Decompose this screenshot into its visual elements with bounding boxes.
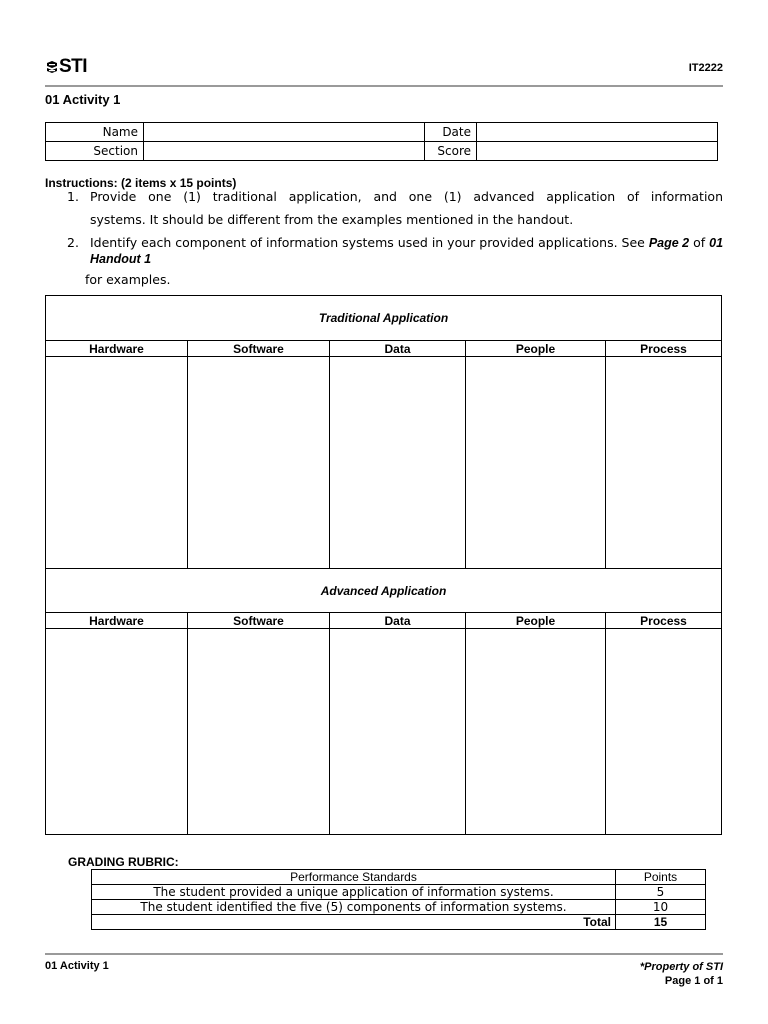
advanced-process-cell[interactable] xyxy=(606,629,722,835)
footer-right xyxy=(640,960,723,988)
table-row xyxy=(92,915,706,930)
header-rule xyxy=(45,85,723,87)
column-header: Data xyxy=(330,613,466,629)
traditional-process-cell[interactable] xyxy=(606,357,722,569)
column-header: People xyxy=(466,613,606,629)
rubric-heading: GRADING RUBRIC: xyxy=(68,855,179,869)
table-row xyxy=(46,569,722,613)
grading-rubric-table xyxy=(91,869,706,930)
advanced-people-cell[interactable] xyxy=(466,629,606,835)
traditional-data-cell[interactable] xyxy=(330,357,466,569)
footer-activity-label: 01 Activity 1 xyxy=(45,960,109,972)
column-header: Software xyxy=(188,613,330,629)
rubric-points: 10 xyxy=(616,900,706,915)
instruction-item-2-tail: for examples. xyxy=(85,272,171,287)
instruction-item-1-line-2: systems. It should be different from the examples mentioned in the handout. xyxy=(90,212,574,227)
advanced-caption: Advanced Application xyxy=(46,569,722,613)
instruction-ref-doc-2: Handout 1 xyxy=(90,252,152,266)
instruction-item-2-number: 2. xyxy=(67,235,79,250)
instruction-ref-page: Page 2 xyxy=(648,236,690,250)
table-row xyxy=(92,885,706,900)
table-row xyxy=(92,870,706,885)
section-field[interactable] xyxy=(144,142,425,161)
section-label: Section xyxy=(46,142,144,161)
table-row xyxy=(46,629,722,835)
rubric-points-header: Points xyxy=(616,870,706,885)
traditional-hardware-cell[interactable] xyxy=(46,357,188,569)
sti-logo-mark-icon xyxy=(46,60,58,74)
traditional-people-cell[interactable] xyxy=(466,357,606,569)
student-info-table xyxy=(45,122,718,161)
table-row xyxy=(46,123,718,142)
table-row xyxy=(46,296,722,341)
score-field[interactable] xyxy=(477,142,718,161)
name-field[interactable] xyxy=(144,123,425,142)
instruction-item-2-text: Identify each component of information systems used in your provided applications. See xyxy=(90,235,649,250)
rubric-total-points: 15 xyxy=(616,915,706,930)
instruction-ref-of: of xyxy=(689,235,710,250)
score-label: Score xyxy=(425,142,477,161)
table-row xyxy=(46,357,722,569)
advanced-software-cell[interactable] xyxy=(188,629,330,835)
instruction-ref-doc-1: 01 xyxy=(709,236,724,250)
column-header: Process xyxy=(606,341,722,357)
footer-property: *Property of STI xyxy=(639,961,723,973)
column-header: Hardware xyxy=(46,613,188,629)
table-row xyxy=(46,613,722,629)
traditional-application-table xyxy=(45,295,722,835)
footer-rule xyxy=(45,953,723,955)
traditional-caption: Traditional Application xyxy=(46,296,722,341)
advanced-hardware-cell[interactable] xyxy=(46,629,188,835)
instructions-heading: Instructions: (2 items x 15 points) xyxy=(45,176,237,190)
column-header: Process xyxy=(606,613,722,629)
traditional-software-cell[interactable] xyxy=(188,357,330,569)
date-field[interactable] xyxy=(477,123,718,142)
instruction-item-1-line-1: Provide one (1) traditional application, and one (1) advanced application of information xyxy=(90,189,723,204)
sti-logo xyxy=(46,56,87,78)
date-label: Date xyxy=(425,123,477,142)
advanced-data-cell[interactable] xyxy=(330,629,466,835)
rubric-standards-header: Performance Standards xyxy=(92,870,616,885)
rubric-standard: The student identified the five (5) components of information systems. xyxy=(92,900,616,915)
table-row xyxy=(92,900,706,915)
column-header: Software xyxy=(188,341,330,357)
rubric-total-label: Total xyxy=(92,915,616,930)
instruction-item-1-number: 1. xyxy=(67,189,79,204)
course-code: IT2222 xyxy=(688,62,723,74)
column-header: Data xyxy=(330,341,466,357)
table-row xyxy=(46,341,722,357)
table-row xyxy=(46,142,718,161)
rubric-points: 5 xyxy=(616,885,706,900)
column-header: Hardware xyxy=(46,341,188,357)
name-label: Name xyxy=(46,123,144,142)
page-title: 01 Activity 1 xyxy=(45,92,121,107)
footer-page-number: Page 1 of 1 xyxy=(664,975,723,987)
logo-text: STI xyxy=(59,56,88,77)
column-header: People xyxy=(466,341,606,357)
instruction-item-2 xyxy=(90,235,730,267)
rubric-standard: The student provided a unique application of information systems. xyxy=(92,885,616,900)
